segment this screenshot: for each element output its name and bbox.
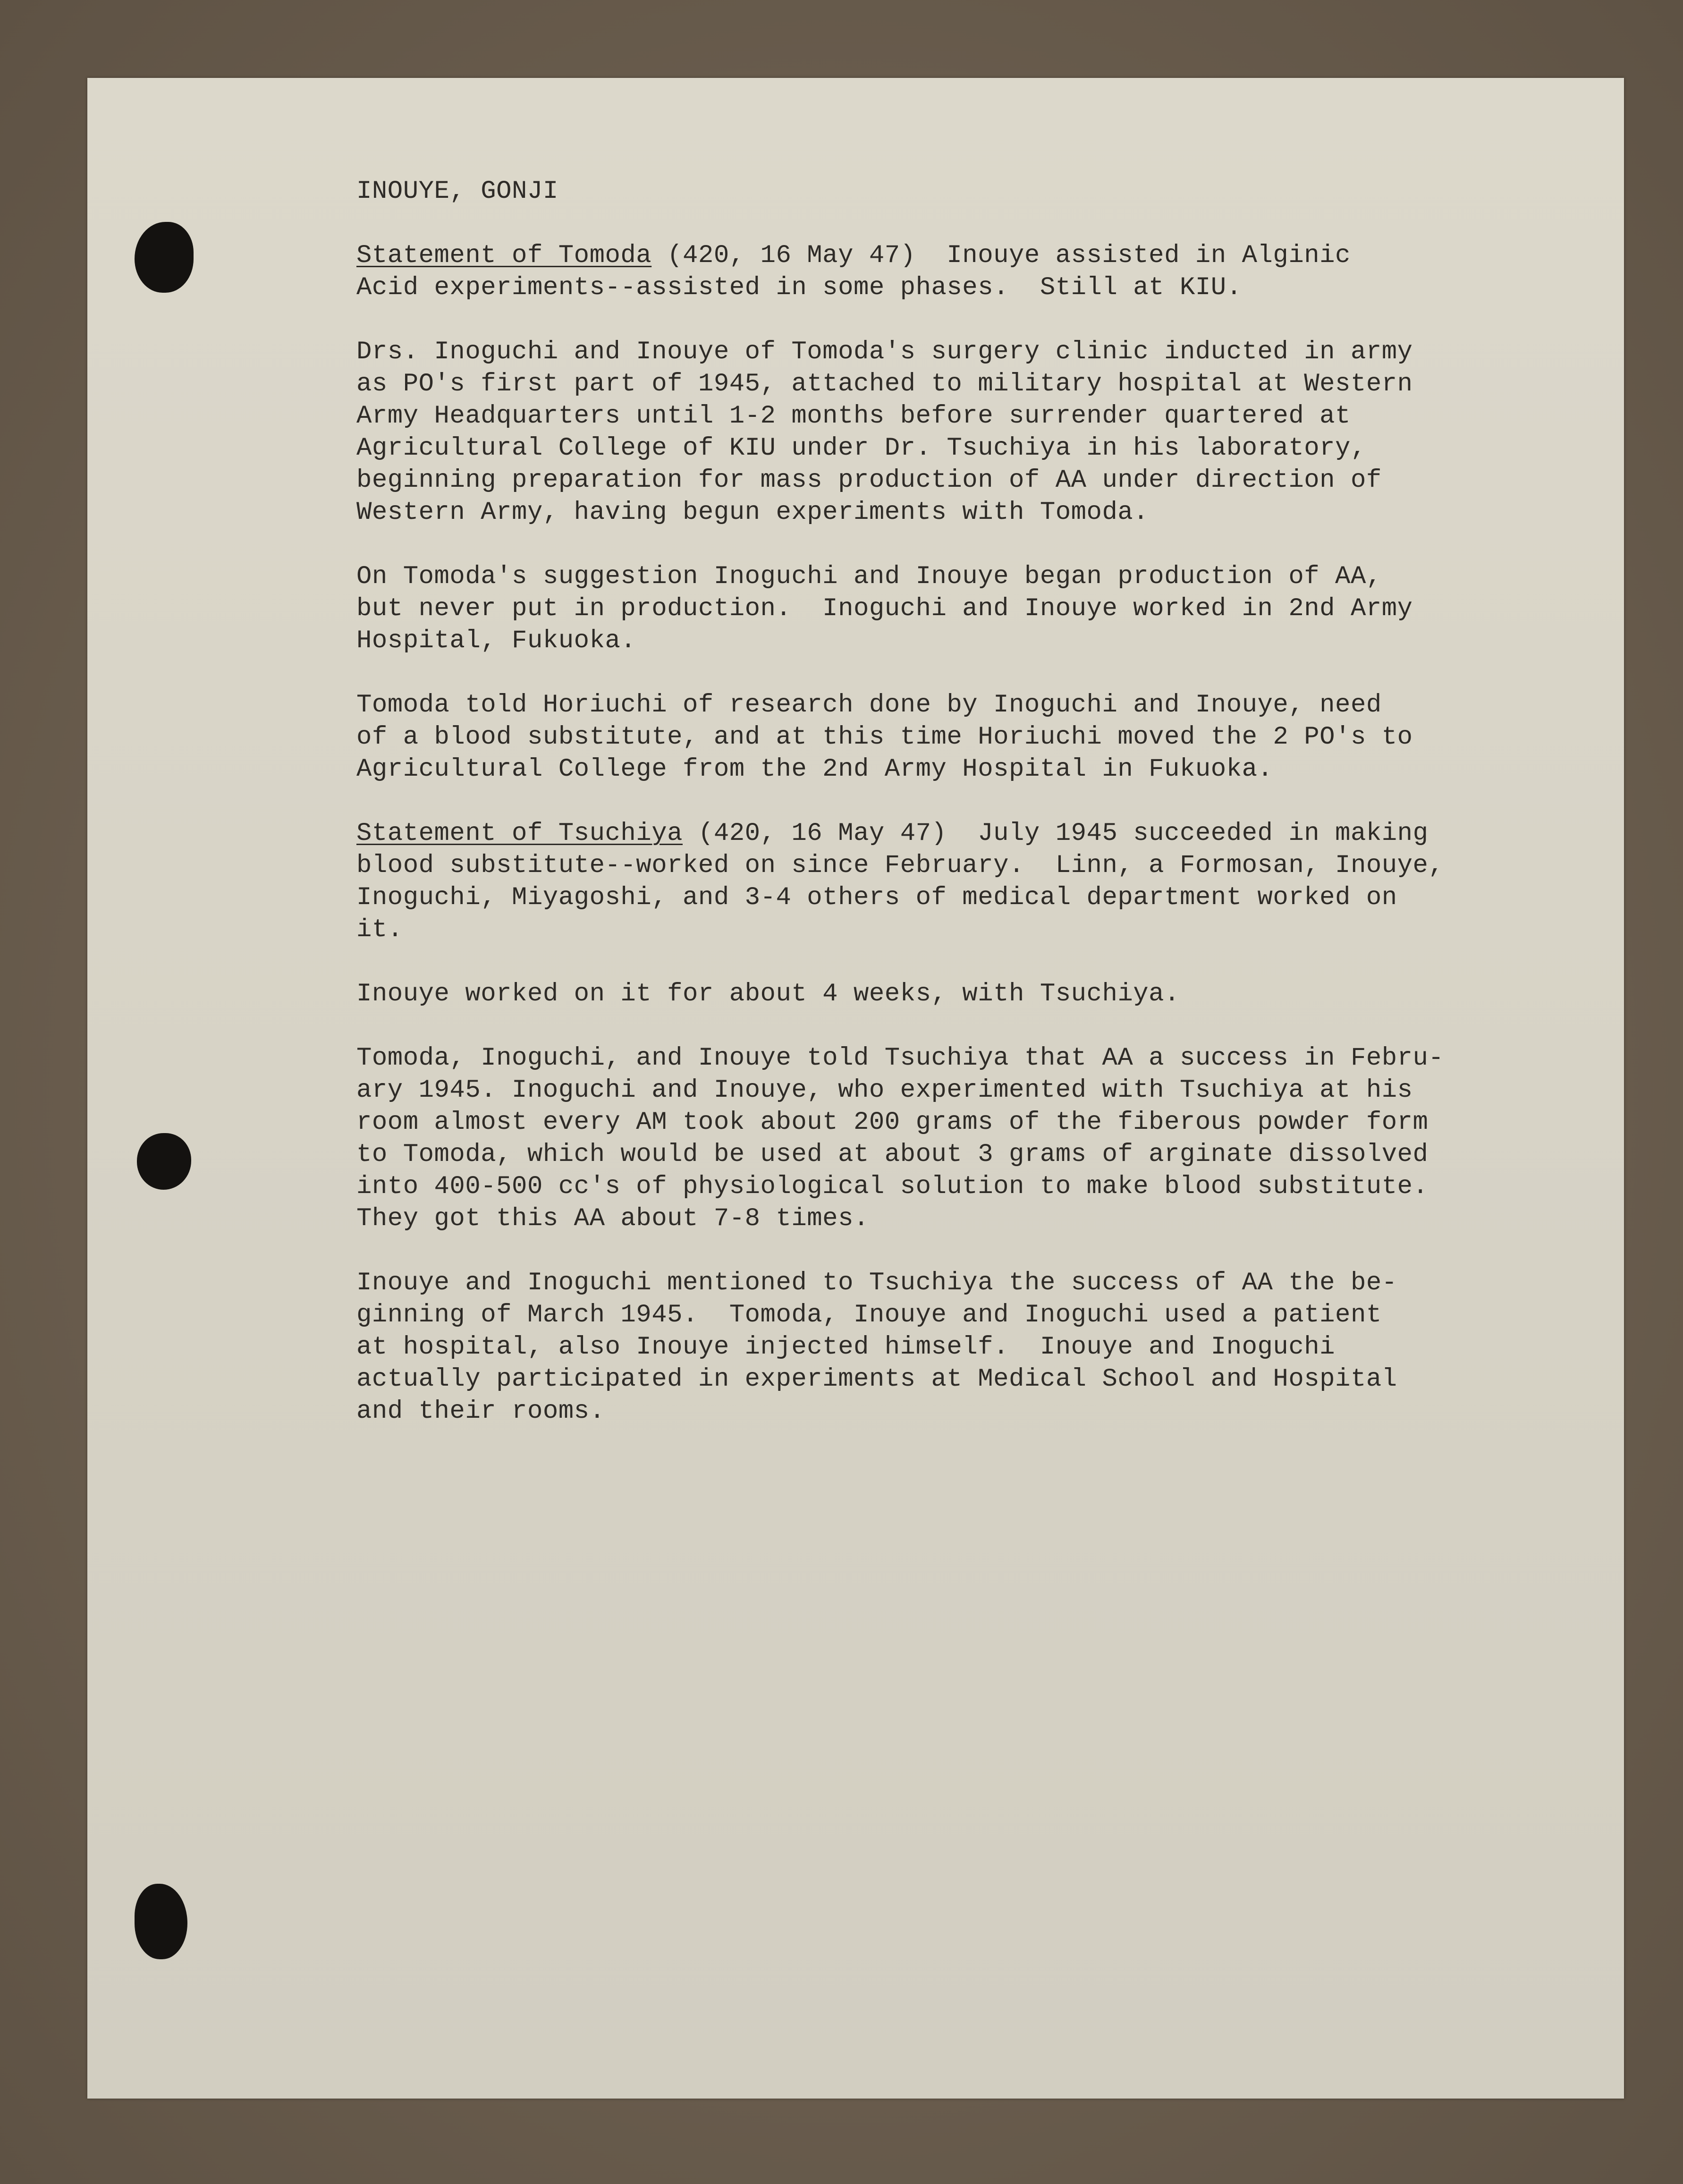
text-line: ary 1945. Inoguchi and Inouye, who experimented with Tsuchiya at his [356, 1076, 1413, 1105]
punch-hole-middle [137, 1133, 191, 1190]
statement-source-label: Statement of Tsuchiya [356, 819, 683, 848]
text-line: On Tomoda's suggestion Inoguchi and Inouye began production of AA, [356, 562, 1382, 591]
text-line: Tomoda told Horiuchi of research done by Inoguchi and Inouye, need [356, 691, 1382, 720]
text-line: at hospital, also Inouye injected himself. Inouye and Inoguchi [356, 1333, 1336, 1362]
text-line: Hospital, Fukuoka. [356, 626, 636, 655]
text-line: actually participated in experiments at Medical School and Hospital [356, 1365, 1397, 1394]
paragraph [356, 561, 1513, 657]
text-line: beginning preparation for mass production of AA under direction of [356, 466, 1382, 495]
text-line: ginning of March 1945. Tomoda, Inouye and Inoguchi used a patient [356, 1301, 1382, 1329]
statement-source-label: Statement of Tomoda [356, 241, 652, 270]
punch-hole-bottom [135, 1884, 187, 1959]
text-line: room almost every AM took about 200 grams of the fiberous powder form [356, 1108, 1429, 1137]
text-line: of a blood substitute, and at this time Horiuchi moved the 2 PO's to [356, 723, 1413, 752]
text-line: it. [356, 915, 403, 944]
paragraph [356, 1042, 1513, 1235]
text-line: Inouye worked on it for about 4 weeks, with Tsuchiya. [356, 980, 1180, 1008]
text-line: and their rooms. [356, 1397, 605, 1426]
typed-text-body [356, 176, 1513, 1460]
text-line: Drs. Inoguchi and Inouye of Tomoda's surgery clinic inducted in army [356, 338, 1413, 366]
paragraph [356, 336, 1513, 529]
text-line: but never put in production. Inoguchi and Inouye worked in 2nd Army [356, 594, 1413, 623]
text-line: Inouye and Inoguchi mentioned to Tsuchiya the success of AA the be- [356, 1269, 1397, 1297]
text-line: Acid experiments--assisted in some phases. Still at KIU. [356, 273, 1242, 302]
text-line: They got this AA about 7-8 times. [356, 1204, 869, 1233]
text-line [356, 240, 1513, 272]
text-line: Inoguchi, Miyagoshi, and 3-4 others of medical department worked on [356, 883, 1397, 912]
paragraph [356, 1267, 1513, 1428]
text-line: into 400-500 cc's of physiological solution to make blood substitute. [356, 1172, 1429, 1201]
statement-citation-text: (420, 16 May 47) July 1945 succeeded in making [683, 819, 1429, 848]
text-line: Agricultural College of KIU under Dr. Tsuchiya in his laboratory, [356, 434, 1366, 463]
text-line: Army Headquarters until 1-2 months before surrender quartered at [356, 402, 1351, 431]
paragraph [356, 818, 1513, 946]
statement-citation-text: (420, 16 May 47) Inouye assisted in Alginic [651, 241, 1351, 270]
text-line: Agricultural College from the 2nd Army Hospital in Fukuoka. [356, 755, 1273, 784]
text-line [356, 818, 1513, 850]
text-line: as PO's first part of 1945, attached to military hospital at Western [356, 370, 1413, 398]
text-line: Tomoda, Inoguchi, and Inouye told Tsuchiya that AA a success in Febru- [356, 1044, 1444, 1073]
text-line: Western Army, having begun experiments with Tomoda. [356, 498, 1149, 527]
paragraph-list [356, 240, 1513, 1428]
paragraph [356, 978, 1513, 1010]
document-heading: INOUYE, GONJI [356, 177, 558, 206]
text-line: to Tomoda, which would be used at about 3 grams of arginate dissolved [356, 1140, 1429, 1169]
punch-hole-top [135, 222, 194, 293]
text-line: blood substitute--worked on since February. Linn, a Formosan, Inouye, [356, 851, 1444, 880]
paragraph [356, 240, 1513, 304]
paragraph [356, 689, 1513, 786]
